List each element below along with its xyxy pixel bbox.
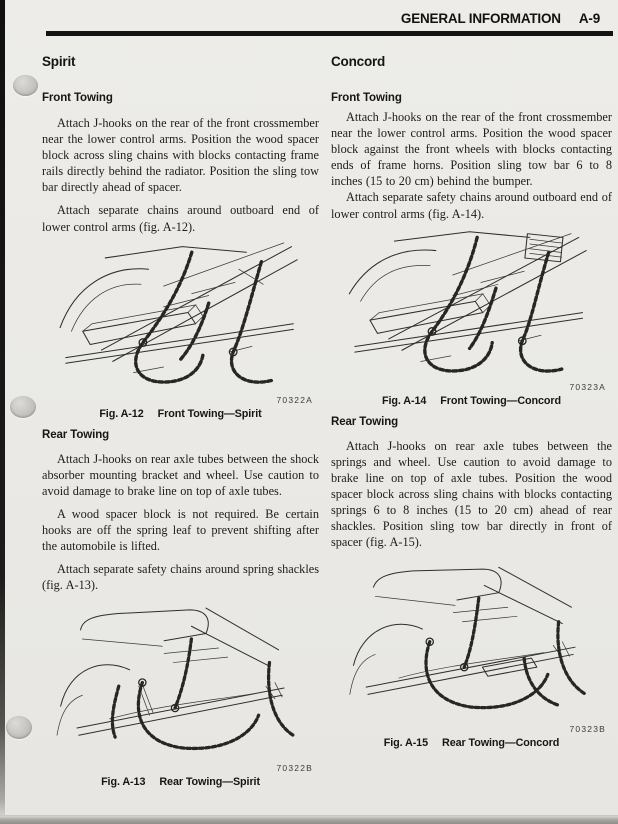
header-rule	[46, 31, 613, 36]
binding-edge	[0, 0, 5, 824]
heading-concord-front-towing: Front Towing	[331, 92, 402, 104]
figure-caption-label: Fig. A-14	[381, 394, 427, 407]
punch-hole-top	[13, 75, 38, 96]
figure-code: 70322A	[276, 394, 313, 405]
figure-code: 70323A	[569, 381, 606, 392]
scan-bottom-edge	[0, 816, 618, 824]
column-spirit	[42, 54, 319, 788]
figure-caption-title: Rear Towing—Concord	[442, 737, 560, 750]
paragraph: A wood spacer block is not required. Be certain hooks are off the spring leaf to prevent shifting after the automobile is lifted.	[42, 506, 319, 554]
figure-a12-illustration	[42, 241, 319, 399]
paragraph: Attach separate chains around outboard end of lower control arms (fig. A-12).	[42, 203, 319, 234]
figure-a14	[331, 228, 612, 407]
header-page-number: A-9	[578, 11, 600, 26]
figure-caption	[331, 395, 612, 407]
figure-code: 70323B	[569, 724, 606, 735]
paragraph: Attach J-hooks on rear axle tubes between the springs and wheel. Use caution to avoid damage to brake line on top of axle tubes. Position the wood spacer block across sling chains with blocks contacting springs 6 to 8 inches (15 to 20 cm) ahead of rear shackles. Position sling tow bar directly in front of spacer (fig. A-15).	[331, 438, 612, 550]
paragraph: Attach J-hooks on the rear of the front crossmember near the lower control arms. Position the wood spacer block against the front wheels with blocks contacting ends of frame horns. Position sling tow bar 6 to 8 inches (15 to 20 cm) behind the bumper.	[331, 110, 612, 189]
figure-caption-title: Rear Towing—Spirit	[159, 776, 260, 789]
figure-caption	[42, 776, 319, 788]
paragraph: Attach separate safety chains around outboard end of lower control arms (fig. A-14).	[331, 190, 612, 221]
figure-a13-illustration	[42, 599, 319, 767]
figure-caption-title: Front Towing—Spirit	[157, 407, 262, 420]
figure-a13	[42, 599, 319, 788]
figure-caption-title: Front Towing—Concord	[440, 394, 562, 407]
figure-a12	[42, 241, 319, 420]
section-title-spirit: Spirit	[42, 54, 76, 69]
figure-code: 70322B	[276, 763, 313, 774]
section-title-concord: Concord	[331, 54, 386, 69]
figure-caption	[331, 737, 612, 749]
header-title: GENERAL INFORMATION	[400, 11, 561, 26]
figure-a14-illustration	[331, 228, 612, 386]
figure-caption	[42, 408, 319, 420]
figure-a15	[331, 560, 612, 749]
punch-hole-bottom	[6, 716, 32, 739]
heading-concord-rear-towing: Rear Towing	[331, 415, 399, 428]
heading-spirit-front-towing: Front Towing	[42, 92, 113, 104]
figure-caption-label: Fig. A-13	[101, 776, 146, 789]
column-concord	[331, 54, 612, 749]
paragraph: Attach J-hooks on rear axle tubes between the shock absorber mounting bracket and wheel. Use caution to avoid damage to brake line on top of axle tubes.	[42, 451, 319, 498]
figure-a15-illustration	[331, 560, 612, 728]
paragraph: Attach J-hooks on the rear of the front crossmember near the lower control arms. Position the wood spacer block across sling chains with blocks contacting frame rails directly behind the radiator. Position the sling tow bar directly ahead of spacer.	[42, 116, 319, 195]
figure-caption-label: Fig. A-15	[383, 737, 428, 750]
punch-hole-middle	[10, 396, 36, 418]
paragraph: Attach separate safety chains around spring shackles (fig. A-13).	[42, 562, 319, 593]
figure-caption-label: Fig. A-12	[99, 407, 144, 420]
page-header	[401, 11, 600, 26]
heading-spirit-rear-towing: Rear Towing	[42, 428, 110, 441]
